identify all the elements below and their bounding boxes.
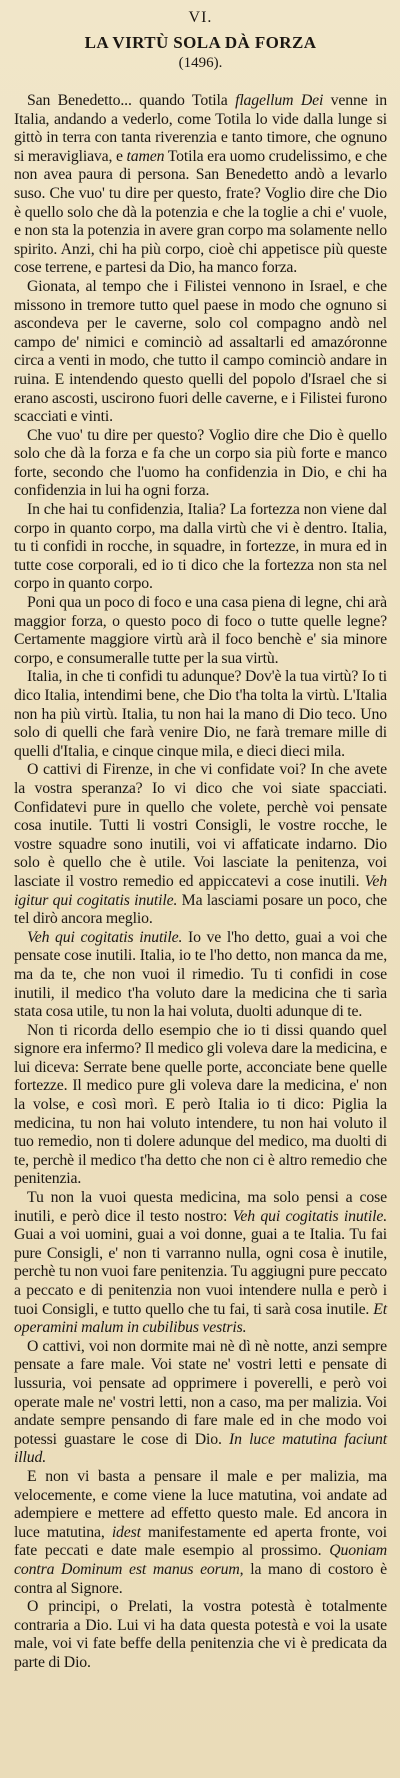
- chapter-title: LA VIRTÙ SOLA DÀ FORZA: [84, 33, 317, 52]
- paragraph: [14, 1468, 387, 1598]
- paragraph: [14, 278, 387, 427]
- chapter-number: VI.: [188, 9, 213, 26]
- paragraph: [14, 1598, 387, 1672]
- paragraph-text: O principi, o Prelati, la vostra potestà è totalmente contraria a Dio. Lui vi ha data questa potestà e voi la usate male, voi vi fate beffe della penitenzia che vi è predicata da parte di Dio.: [14, 1598, 387, 1671]
- paragraph: [14, 761, 387, 928]
- paragraph-text: Io ve l'ho detto, guai a voi che pensate cose inutili. Italia, io te l'ho detto, non manca da me, ma da te, che non vuoi il rimedio. Tu ti confidi in cose inutili, il medico t'ha voluto dare la medicina che ti sarìa stata cosa utile, tu non la hai voluta, duolti adunque di te.: [14, 928, 388, 1021]
- paragraph-text: Totila era uomo crudelissimo, e che non avea paura di persona. San Benedetto andò a levarlo suso. Che vuo' tu dire per questo, frate? Voglio dire che Dio è quello solo che dà la potenzia e che la toglie a chi e' vuole, e non sta la potenzia in avere gran corpo ma solamente nello spirito. Anzi, chi ha più corpo, cioè chi appetisce più queste cose terrene, e partesi da Dio, ha manco forza.: [14, 147, 387, 277]
- paragraph-text: In che hai tu confidenzia, Italia? La fortezza non viene dal corpo in quanto corpo, ma dalla virtù che vi è dentro. Italia, tu ti confidi in rocche, in squadre, in fortezze, in mura ed in tutte cose corporali, ed io ti dico che la fortezza non sta nel corpo in quanto corpo.: [14, 501, 387, 593]
- latin-quote-text: idest: [111, 1523, 141, 1541]
- latin-quote-text: flagellum Dei: [235, 92, 324, 109]
- paragraph-text: venne in Italia, andando a vederlo, come Totila lo vide dalla lunge si gittò in terra con tanta riverenzia e tanto timore, che ognuno si meravigliava, e: [14, 92, 387, 165]
- latin-quote-text: Veh igitur qui cogitatis inutile.: [14, 872, 387, 909]
- paragraph-text: Non ti ricorda dello esempio che io ti dissi quando quel signore era infermo? Il medico gli voleva dare la medicina, e lui diceva: Serrate bene quelle porte, acconciate bene quelle fortezze. Il medico pure gli voleva dare la medicina, e' non la volse, e così morì. E però Italia io ti dico: Piglia la medicina, tu non hai voluto intendere, tu non hai voluto il tuo remedio, non ti dolere adunque del medico, ma duolti di te, perchè il medico t'ha detto che non ci è altro remedio che penitenzia.: [14, 1021, 387, 1188]
- paragraph-text: O cattivi, voi non dormite mai nè dì nè notte, anzi sempre pensate a fare male. Voi state ne' vostri letti e pensate di lussuria, voi pensate ad opprimere i poverelli, e però voi operate male ne' vostri letti, non a caso, ma per malizia. Voi andate sempre pensando di fare male ed in che modo voi potessi guastare le cose di Dio.: [14, 1337, 387, 1448]
- paragraph: [14, 668, 387, 761]
- chapter-year: (1496).: [178, 55, 223, 71]
- paragraph-text: Che vuo' tu dire per questo? Voglio dire che Dio è quello solo che dà la forza e fa che un corpo sia più forte e manco forte, secondo che l'uomo ha confidenzia in Dio, e chi ha confidenzia in lui ha ogni forza.: [14, 426, 387, 500]
- paragraph-text: San Benedetto... quando Totila: [27, 92, 236, 109]
- paragraph-text: Guai a voi uomini, guai a voi donne, guai a te Italia. Tu fai pure Consigli, e' non ti varranno nulla, ogni cosa è inutile, perchè tu non vuoi fare penitenzia. Tu aggiugni pure peccato a peccato e di penitenzia non vuoi intendere nulla e però i tuoi Consigli, e tutto quello che tu fai, ti sarà cosa inutile.: [14, 1226, 387, 1318]
- chapter-body: [14, 92, 387, 1672]
- latin-quote-text: Et operamini malum in cubilibus vestris.: [14, 1300, 387, 1337]
- latin-quote-text: Quoniam contra Dominum est manus eorum,: [14, 1542, 387, 1578]
- paragraph: [14, 1338, 387, 1468]
- paragraph: [14, 594, 387, 668]
- latin-quote-text: tamen: [126, 147, 165, 165]
- paragraph-text: E non vi basta a pensare il male e per malizia, ma velocemente, e come viene la luce matutina, voi andate ad adempiere e mettere ad effetto questo male. Ed ancora in luce matutina,: [14, 1467, 387, 1541]
- paragraph: [14, 92, 387, 278]
- paragraph-text: manifestamente ed aperta fronte, voi fate peccati e date male esempio al prossimo.: [14, 1523, 387, 1560]
- latin-quote-text: In luce matutina faciunt illud.: [14, 1430, 387, 1467]
- paragraph-text: Ma lasciami posare un poco, che tel dirò ancora meglio.: [14, 891, 387, 928]
- latin-quote-text: Veh qui cogitatis inutile.: [232, 1207, 388, 1225]
- paragraph: [14, 1022, 387, 1189]
- paragraph-text: Gionata, al tempo che i Filistei vennono in Israel, e che missono in tremore tutto quel paese in modo che ognuno si ascondeva per le caverne, solo col compagno andò nel campo de' nimici e cominciò ad assaltarli ed amazóronne circa a venti in modo, che tutto il campo cominciò andare in ruina. E intendendo questo quelli del popolo d'Israel che si erano ascosti, uscirono fuori delle caverne, e i Filistei furono scacciati e vinti.: [14, 277, 387, 426]
- paragraph: [14, 929, 387, 1022]
- paragraph-text: la mano di costoro è contra al Signore.: [14, 1560, 387, 1597]
- paragraph-text: Italia, in che ti confidi tu adunque? Dov'è la tua virtù? Io ti dico Italia, intendimi bene, che Dio t'ha tolta la virtù. L'Italia non ha più virtù. Italia, tu non hai la mano di Dio teco. Uno solo di quelli che farà venire Dio, ne farà tremare mille di quelli d'Italia, e cinque cinque mila, e dieci dieci mila.: [14, 668, 387, 760]
- paragraph-text: O cattivi di Firenze, in che vi confidate voi? In che avete la vostra speranza? Io vi dico che voi siate spacciati. Confidatevi pure in quello che volete, perchè voi pensate cosa inutile. Tutti li vostri Consigli, le vostre rocche, le vostre squadre sono inutili, voi vi affaticate indarno. Dio solo è quello che è utile. Voi lasciate la penitenza, voi lasciate il vostro remedio ed appiccatevi a cose inutili.: [14, 761, 387, 890]
- paragraph: [14, 501, 387, 594]
- paragraph-text: Poni qua un poco di foco e una casa piena di legne, chi arà maggior forza, o questo poco di foco o tutte quelle legne? Certamente maggiore virtù arà il foco benchè e' sia minore corpo, e consumeralle tutte per la sua virtù.: [14, 594, 387, 667]
- paragraph: [14, 1189, 387, 1338]
- paragraph: [14, 427, 387, 501]
- latin-quote-text: Veh qui cogitatis inutile.: [27, 928, 183, 946]
- paragraph-text: Tu non la vuoi questa medicina, ma solo pensi a cose inutili, e però dice il testo nostro:: [14, 1189, 387, 1225]
